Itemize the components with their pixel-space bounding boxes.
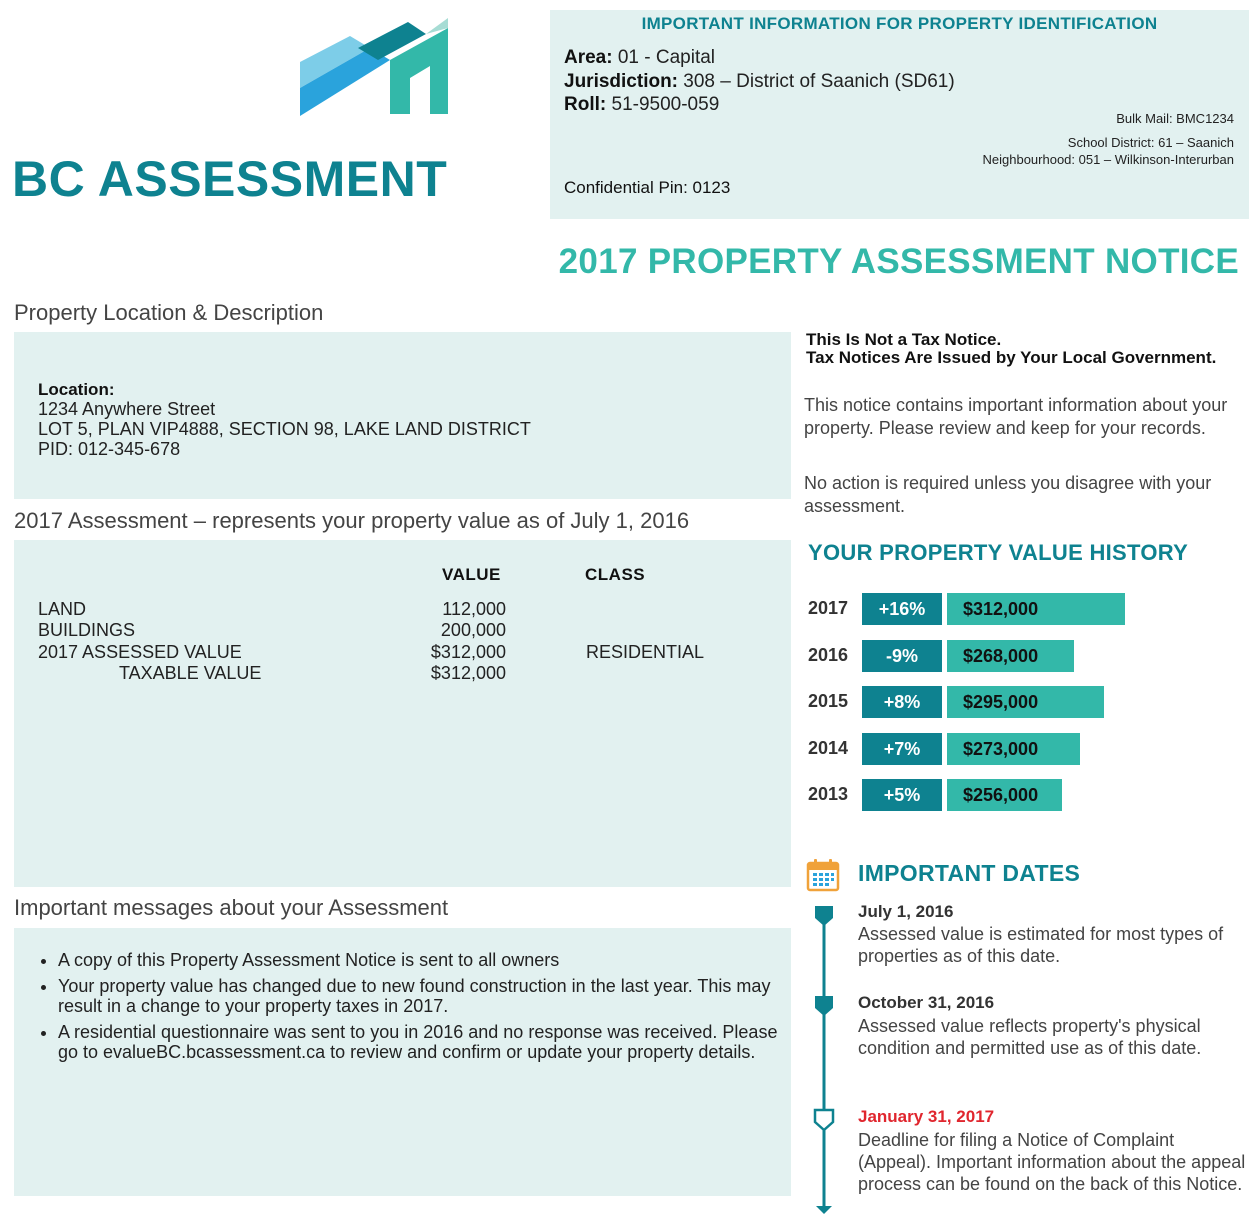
history-year-label: 2016 (808, 645, 849, 665)
history-change-badge: +8% (862, 686, 942, 718)
date-january-2017: January 31, 2017 (858, 1107, 995, 1126)
date-july-2016: July 1, 2016 (858, 902, 954, 921)
not-tax-notice-line2: Tax Notices Are Issued by Your Local Government. (806, 348, 1217, 367)
brand-wordmark: BC ASSESSMENT (12, 151, 448, 207)
row-taxable-label: TAXABLE VALUE (119, 663, 262, 683)
id-box-title: IMPORTANT INFORMATION FOR PROPERTY IDENTIFICATION (641, 14, 1158, 33)
message-item: • A residential questionnaire was sent to you in 2016 and no response was received. Please go to evalueBC.bcassessment.ca to review and confirm or update your property details. (58, 1022, 778, 1062)
neighbourhood: Neighbourhood: 051 – Wilkinson-Interurban (982, 152, 1234, 167)
history-value-bar: $256,000 (947, 779, 1062, 811)
history-year-label: 2015 (808, 691, 849, 711)
history-value-bar: $268,000 (947, 640, 1074, 672)
value-history-title: YOUR PROPERTY VALUE HISTORY (808, 540, 1189, 565)
date-january-2017-desc: Deadline for filing a Notice of Complaint (Appeal). Important information about the appeal process can be found on the back of this Notice. (858, 1130, 1246, 1194)
info-paragraph-1: This notice contains important information about your property. Please review and keep for your records. (804, 395, 1228, 438)
jurisdiction-value: 308 – District of Saanich (SD61) (683, 71, 955, 92)
history-value-bar: $273,000 (947, 733, 1080, 765)
value-column-header: VALUE (442, 565, 501, 584)
date-october-2016: October 31, 2016 (858, 993, 995, 1012)
history-value-bar: $312,000 (947, 593, 1125, 625)
roll-line (564, 94, 719, 116)
area-label: Area: (564, 47, 613, 68)
bulk-mail: Bulk Mail: BMC1234 (1116, 111, 1234, 126)
location-pid: PID: 012-345-678 (38, 439, 181, 459)
assessment-heading: 2017 Assessment – represents your property value as of July 1, 2016 (14, 508, 690, 533)
messages-panel (14, 928, 791, 1196)
location-address: 1234 Anywhere Street (38, 399, 216, 419)
row-taxable-value: $312,000 (430, 663, 506, 683)
location-heading: Property Location & Description (14, 300, 324, 325)
messages-heading: Important messages about your Assessment (14, 895, 449, 920)
message-item: • Your property value has changed due to new found construction in the last year. This may result in a change to your property taxes in 2017. (58, 976, 778, 1016)
house-roof-logo-icon (298, 14, 450, 116)
area-line (564, 47, 715, 69)
important-dates-title: IMPORTANT DATES (858, 860, 1081, 886)
area-value: 01 - Capital (617, 47, 716, 68)
date-october-2016-desc: Assessed value reflects property's physical condition and permitted use as of this date. (858, 1016, 1202, 1058)
row-land-label: LAND (38, 599, 87, 619)
message-item: • A copy of this Property Assessment Notice is sent to all owners (58, 950, 778, 970)
not-tax-notice-line1: This Is Not a Tax Notice. (806, 330, 1002, 349)
info-paragraph-2: No action is required unless you disagree with your assessment. (804, 473, 1212, 516)
row-assessed-label: 2017 ASSESSED VALUE (38, 642, 242, 662)
row-buildings-label: BUILDINGS (38, 620, 136, 640)
location-legal: LOT 5, PLAN VIP4888, SECTION 98, LAKE LAND DISTRICT (38, 419, 531, 439)
roll-label: Roll: (564, 94, 607, 115)
row-buildings-value: 200,000 (440, 620, 506, 640)
history-year-label: 2014 (808, 738, 849, 758)
location-panel (14, 332, 791, 499)
history-change-badge: -9% (862, 640, 942, 672)
history-change-badge: +7% (862, 733, 942, 765)
jurisdiction-label: Jurisdiction: (564, 71, 679, 92)
notice-title: 2017 PROPERTY ASSESSMENT NOTICE (558, 242, 1239, 281)
school-district: School District: 61 – Saanich (1067, 135, 1234, 150)
class-column-header: CLASS (585, 565, 646, 584)
history-value-bar: $295,000 (947, 686, 1104, 718)
date-july-2016-desc: Assessed value is estimated for most types of properties as of this date. (858, 924, 1224, 966)
messages-list (34, 950, 778, 1068)
jurisdiction-line (564, 71, 955, 93)
row-assessed-class: RESIDENTIAL (586, 642, 705, 662)
row-assessed-value: $312,000 (430, 642, 506, 662)
property-identification-box (550, 10, 1249, 219)
history-year-label: 2013 (808, 784, 849, 804)
roll-value: 51-9500-059 (611, 94, 720, 115)
history-change-badge: +16% (862, 593, 942, 625)
row-land-value: 112,000 (442, 599, 506, 619)
confidential-pin: Confidential Pin: 0123 (564, 178, 731, 197)
history-year-label: 2017 (808, 598, 849, 618)
timeline-line (810, 900, 840, 1218)
history-change-badge: +5% (862, 779, 942, 811)
calendar-icon (806, 858, 840, 892)
assessment-panel (14, 540, 791, 887)
location-label: Location: (38, 380, 115, 399)
